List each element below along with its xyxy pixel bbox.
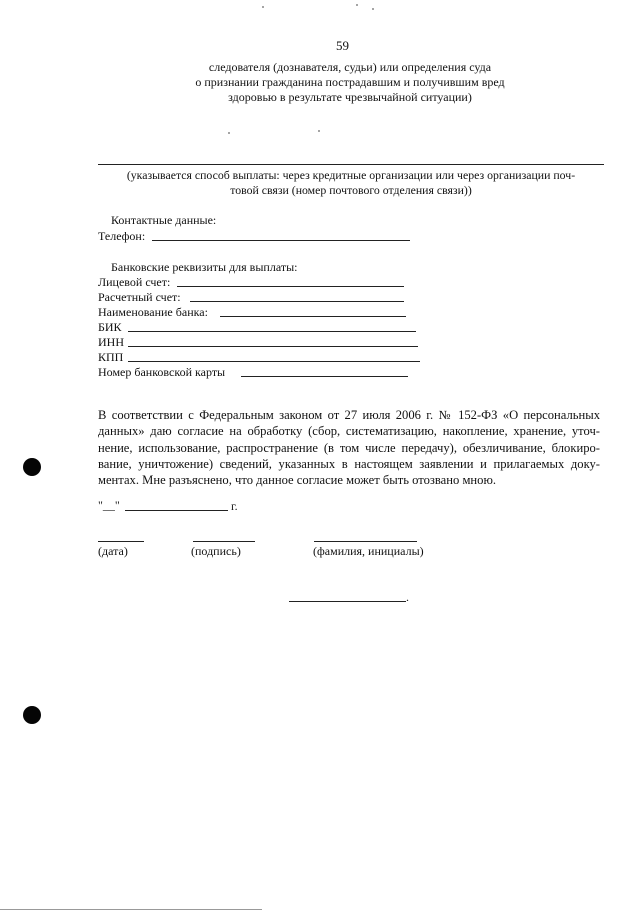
final-mark: . (406, 590, 409, 604)
payment-method-line (98, 164, 604, 165)
consent-line: данных» даю согласие на обработку (сбор, систематизацию, накопление, хранение, уточ- (98, 424, 600, 439)
personal-account-label: Лицевой счет: (98, 275, 171, 289)
scan-speck (262, 6, 264, 8)
kpp-label: КПП (98, 350, 124, 364)
bank-name-label: Наименование банка: (98, 305, 208, 319)
punch-hole-icon (23, 458, 41, 476)
bank-heading: Банковские реквизиты для выплаты: (111, 260, 298, 274)
date-signature-line[interactable] (98, 541, 144, 542)
card-number-field[interactable] (241, 376, 408, 377)
date-day-placeholder: "__" (98, 498, 120, 512)
bik-field[interactable] (128, 331, 416, 332)
contacts-heading: Контактные данные: (111, 213, 217, 227)
bank-name-field[interactable] (220, 316, 406, 317)
phone-field[interactable] (152, 240, 410, 241)
signature-line[interactable] (193, 541, 255, 542)
date-caption: (дата) (98, 544, 128, 558)
kpp-field[interactable] (128, 361, 420, 362)
header-line-2: о признании гражданина пострадавшим и получившим вред (195, 75, 505, 89)
personal-account-field[interactable] (177, 286, 404, 287)
bik-label: БИК (98, 320, 122, 334)
payment-note-line-1: (указывается способ выплаты: через кредитные организации или через организации поч- (126, 168, 576, 182)
scan-speck (318, 130, 320, 132)
consent-line: нение, использование, распространение (в том числе передачу), обезличивание, блокиро- (98, 440, 600, 455)
header-line-1: следователя (дознавателя, судьи) или определения суда (208, 60, 492, 74)
date-month-field[interactable] (125, 510, 228, 511)
consent-line: В соответствии с Федеральным законом от 27 июля 2006 г. № 152-ФЗ «О персональных (98, 408, 600, 422)
consent-line: ментах. Мне разъяснено, что данное согласие может быть отозвано мною. (98, 473, 497, 488)
card-number-label: Номер банковской карты (98, 365, 226, 379)
signature-caption: (подпись) (191, 544, 241, 558)
phone-label: Телефон: (98, 229, 146, 243)
settlement-account-label: Расчетный счет: (98, 290, 181, 304)
page-number: 59 (336, 38, 349, 53)
scan-speck (228, 132, 230, 134)
settlement-account-field[interactable] (190, 301, 404, 302)
final-separator-line (289, 601, 406, 602)
inn-field[interactable] (128, 346, 418, 347)
inn-label: ИНН (98, 335, 124, 349)
name-caption: (фамилия, инициалы) (313, 544, 424, 558)
payment-note-line-2: товой связи (номер почтового отделения связи)) (230, 183, 472, 197)
consent-paragraph (98, 407, 600, 488)
scan-edge-line (0, 909, 262, 910)
punch-hole-icon (23, 706, 41, 724)
consent-line: вание, уничтожение) сведений, указанных в настоящем заявлении и прилагаемых доку- (98, 456, 600, 471)
scan-speck (372, 8, 374, 10)
year-suffix: г. (231, 499, 238, 513)
scan-speck (356, 4, 358, 6)
name-signature-line[interactable] (314, 541, 417, 542)
header-line-3: здоровью в результате чрезвычайной ситуации) (228, 90, 472, 104)
